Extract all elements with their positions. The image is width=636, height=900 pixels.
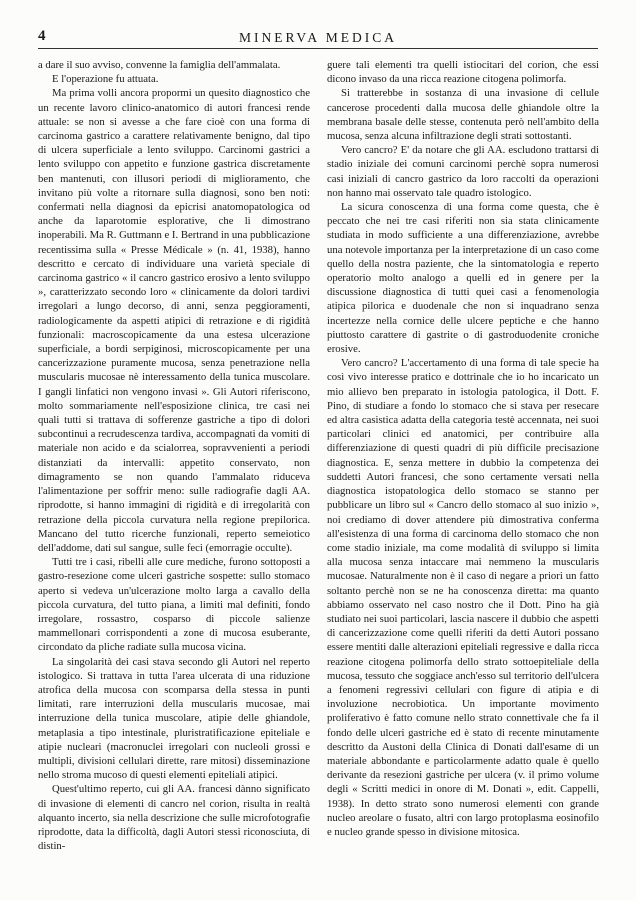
journal-title: MINERVA MEDICA [238,30,398,45]
paragraph: Vero cancro? E' da notare che gli AA. escludono trattarsi di stadio iniziale dei comuni carcinomi perchè sopra numerosi casi iniziali di cancro gastrico da loro raccolti da operazioni non hanno mai osservato tale quadro istologico. [327,144,599,199]
paragraph: Si tratterebbe in sostanza di una invasione di cellule cancerose procedenti dalla mucosa delle ghiandole oltre la membrana basale delle stesse, contenuta però nell'ambito della mucosa, senza alcuna infiltrazione degli strati sottostanti. [327,87,599,143]
header-rule [38,48,598,49]
paragraph: a dare il suo avviso, convenne la famiglia dell'ammalata. [38,59,281,71]
paragraph: La singolarità dei casi stava secondo gli Autori nel reperto istologico. Si trattava in tutta l'area ulcerata di una riduzione atrofica della mucosa con scomparsa della stessa in punti limitati, rare interruzioni della muscularis mucosae, mai interruzione della tunica muscolare, atipie delle ghiandole, metaplasia a tipo intestinale, pluristratificazione epiteliale e atipie nucleari (macronuclei irregolari con nucleoli grossi e multipli, divisioni cellulari dirette, rare mitosi) disseminazione nello stroma mucoso di questi elementi epiteliali atipici. [38,655,310,782]
paragraph: Vero cancro? L'accertamento di una forma di tale specie ha così vivo interesse pratico e dottrinale che io ho incaricato un mio allievo ben preparato in istologia patologica, il Dott. F. Pino, di studiare a fondo lo stomaco che si stava per resecare ed altra casistica adatta della categoria testè accennata, nei suoi particolari clinici ed anatomici, per contribuire alla differenziazione di questi quadri di più difficile precisazione diagnostica. E, senza mettere in dubbio la competenza dei suddetti Autori francesi, che sono certamente versati nella diagnostica istopatologica dello stomaco se stanno per pubblicare un libro sul « Cancro dello stomaco al suo inizio », noi crediamo di dover attendere più dimostrativa conferma all'esistenza di una forma di carcinoma dello stomaco che non come stadio iniziale, ma come modalità di sviluppo si limita alla mucosa senza intaccare mai nemmeno la muscularis mucosae. Naturalmente non è il caso di negare a priori un fatto soltanto perchè non se ne ha conoscenza diretta: ma quanto abbiamo osservato nel caso nostro che il Dott. Pino ha già studiato nei suoi particolari, lascia nascere il dubbio che aspetti di cancerizzazione come quelli riferiti da detti Autori possano essere mentiti dalle alterazioni epiteliali regressive e dalla ricca reazione citogena polimorfa dello strato sottoepiteliale della mucosa, tessuto che soggiace anch'esso sul territorio dell'ulcera a fenomeni regressivi cellulari con figure di atipia e di involuzione necrobiotica. Un importante movimento proliferativo è fatto comune nello strato connettivale che fa il fondo delle ulceri gastriche ed è stato di recente minutamente descritto da Austoni della Clinica di Donati dall'esame di un materiale abbondante e particolarmente adatto quale è quello derivante da resezioni gastriche per ulcera (v. il primo volume degli « Scritti medici in onore di M. Donati », edit. Cappelli, 1938). In detto strato sono numerosi elementi con grande nucleo areolare o fusato, altri con largo protoplasma eosinofilo e nucleo grande spesso in divisione mitosica. [327,357,599,838]
paragraph: La sicura conoscenza di una forma come questa, che è peccato che nei tre casi riferiti non sia stata clinicamente studiata in modo sufficiente a una differenziazione, avrebbe una notevole importanza per la interpretazione di un caso come quello della nostra paziente, che la sintomatologia e reperto operatorio molto analogo a quelli ed in genere per la discussione diagnostica di tutti quei casi a fenomenologia atipica pilorica e duodenale che non si inquadrano senza incertezze nella cornice delle ulcere peptiche e che hanno piuttosto carattere di gastrite o di gastroduodenite croniche erosive. [327,201,599,356]
paragraph: Tutti tre i casi, ribelli alle cure mediche, furono sottoposti a gastro-resezione come ulceri gastriche sospette: sullo stomaco aperto si vedeva un'ulcerazione molto larga a cavallo della piccola curvatura, del tutto piana, a limiti mal definiti, fondo irregolare, rossastro, cosparso di piccole salienze mammellonari corrispondenti a zone di mucosa esuberante, circondato da pliche radiate sulla mucosa vicina. [38,556,310,654]
page-number: 4 [38,28,46,44]
page-header [38,28,598,48]
paragraph: E l'operazione fu attuata. [52,73,159,86]
left-column [38,58,310,853]
paragraph: guere tali elementi tra quelli istiocitari del corion, che essi dicono invaso da una ricca reazione citogena polimorfa. [327,59,599,86]
paragraph: Ma prima volli ancora propormi un quesito diagnostico che un recente lavoro clinico-anatomico di autori francesi rende attuale: se non si avesse a che fare cioè con una forma di carcinoma gastrico a carattere relativamente benigno, dal tipo di ulcera superficiale a lento sviluppo. Carcinomi gastrici a lento sviluppo con appetito e funzione gastrica discretamente ben mantenuti, con illusori periodi di miglioramento, che invitano più volte a ritornare sulla diagnosi, sono ben noti: confermati nella diagnosi da epicrisi anatomopatologica od anche da laparotomie esplorative, che li dimostrano inoperabili. Ma R. Guttmann e I. Bertrand in una pubblicazione recentissima sulla « Presse Médicale » (n. 41, 1938), hanno descritto e cercato di individuare una varietà speciale di carcinoma gastrico « il cancro gastrico erosivo a lento sviluppo », caratterizzato secondo loro « clinicamente da dolori tardivi irregolari a lungo decorso, di anni, senza peggioramenti, radiologicamente da aspetti atipici di retrazione e di rigidità funzionali: macroscopicamente da una estesa ulcerazione superficiale, a bordi serpiginosi, microscopicamente per una cancerizzazione puramente mucosa, senza penetrazione nella muscularis mucosae nè interessamento della tunica muscolare. I gangli linfatici non vengono invasi ». Gli Autori riferiscono, molto sommariamente nell'esposizione clinica, tre casi nei quali tutti si trattava di sofferenze gastriche a tipo di dolori subcontinui a recrudescenza tardiva, accompagnati da vomiti di materiale non acido e da scialorrea, sopravvenienti a periodi distanziati da intervalli: appetito conservato, non dimagramento se non quando l'ammalato riduceva l'alimentazione per soffrir meno: sulle radiografie dagli AA. riprodotte, si hanno immagini di rigidità e di irregolarità con retrazione della piccola curvatura nella regione prepilorica. Mancano del tutto ricerche funzionali, reperto semeiotico dell'addome, dati sul sangue, sulle feci (emorragie occulte). [38,87,310,554]
right-column [327,58,599,839]
paragraph: Quest'ultimo reperto, cui gli AA. francesi dànno significato di invasione di elementi di cancro nel corion, risulta in realtà alquanto incerto, sia nella descrizione che sulle microfotografie riprodotte, data la difficoltà, dagli Autori stessi riconosciuta, di distin- [38,783,310,853]
